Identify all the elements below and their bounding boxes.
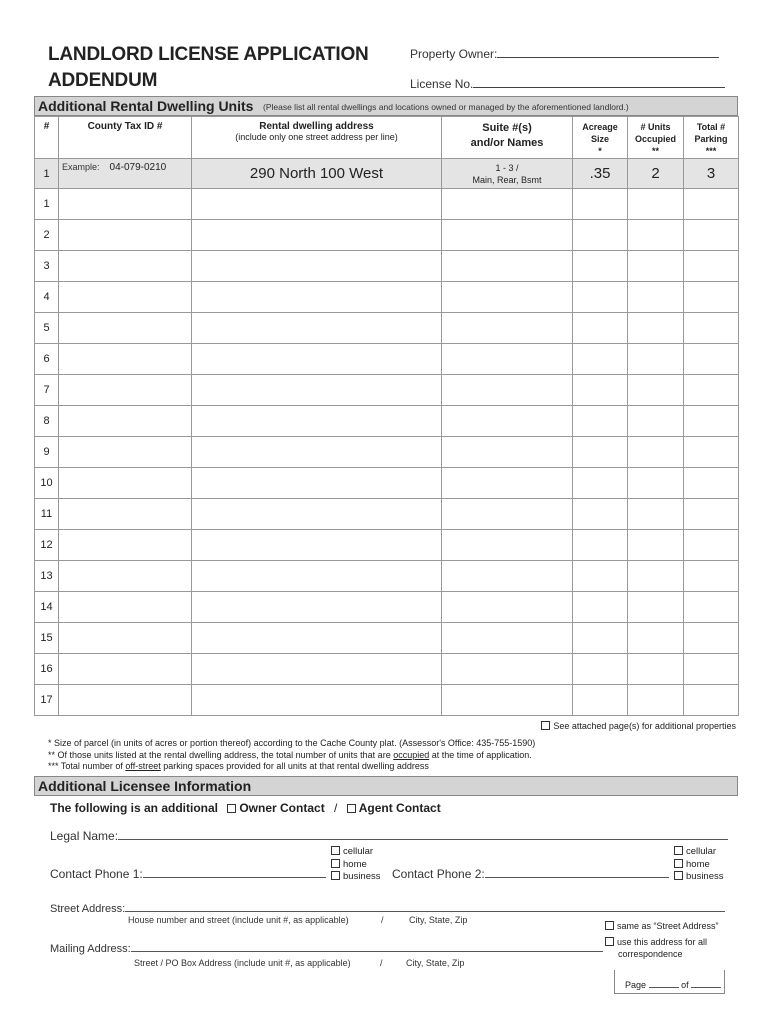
- parking-cell[interactable]: [684, 313, 739, 344]
- suite-cell[interactable]: [442, 437, 573, 468]
- example-tax-cell: [59, 159, 192, 189]
- phone-2-business-label: business: [686, 871, 724, 882]
- units-cell[interactable]: [628, 561, 684, 592]
- parking-cell[interactable]: [684, 685, 739, 716]
- title-line-1: LANDLORD LICENSE APPLICATION: [48, 44, 369, 65]
- units-section-bar: [34, 96, 738, 116]
- table-row: [35, 344, 739, 375]
- suite-cell[interactable]: [442, 499, 573, 530]
- phone-1-cellular-checkbox[interactable]: [331, 846, 340, 855]
- units-cell[interactable]: [628, 344, 684, 375]
- table-row: [35, 654, 739, 685]
- table-row: [35, 189, 739, 220]
- owner-contact-label: Owner Contact: [239, 801, 325, 815]
- table-row: [35, 685, 739, 716]
- suite-cell[interactable]: [442, 344, 573, 375]
- suite-cell[interactable]: [442, 313, 573, 344]
- footnote-units-b: at the time of application.: [429, 749, 532, 760]
- suite-cell[interactable]: [442, 561, 573, 592]
- suite-cell[interactable]: [442, 251, 573, 282]
- address-cell[interactable]: [192, 468, 442, 499]
- phone-1-business-label: business: [343, 871, 381, 882]
- col-header-acreage-line1: Acreage: [582, 122, 618, 132]
- tax-id-cell[interactable]: [59, 251, 192, 282]
- contact-phone-1-label: Contact Phone 1:: [50, 867, 143, 881]
- example-label: Example:: [62, 162, 100, 172]
- property-owner-line[interactable]: [497, 46, 719, 58]
- address-cell[interactable]: [192, 499, 442, 530]
- example-suite-cell: [442, 159, 573, 189]
- units-cell[interactable]: [628, 654, 684, 685]
- row-number: 15: [35, 623, 59, 654]
- acreage-cell[interactable]: [573, 437, 628, 468]
- example-parking-cell: [684, 159, 739, 189]
- page-of-label: of: [681, 980, 689, 990]
- suite-cell[interactable]: [442, 220, 573, 251]
- tax-id-cell[interactable]: [59, 468, 192, 499]
- phone-2-home-option[interactable]: [674, 859, 724, 872]
- agent-contact-option[interactable]: [347, 801, 441, 815]
- property-owner-label: Property Owner:: [410, 47, 498, 61]
- acreage-cell[interactable]: [573, 406, 628, 437]
- page-label: Page: [625, 980, 647, 990]
- example-address: 290 North 100 West: [249, 165, 384, 182]
- see-attached-checkbox[interactable]: [541, 721, 550, 730]
- see-attached-label: See attached page(s) for additional properties: [553, 721, 736, 731]
- row-number: 10: [35, 468, 59, 499]
- acreage-cell[interactable]: [573, 561, 628, 592]
- same-as-street-checkbox[interactable]: [605, 921, 614, 930]
- legal-name-label: Legal Name:: [50, 829, 119, 843]
- parking-cell[interactable]: [684, 561, 739, 592]
- acreage-cell[interactable]: [573, 220, 628, 251]
- agent-contact-checkbox[interactable]: [347, 804, 356, 813]
- phone-1-cellular-option[interactable]: [331, 846, 381, 859]
- phone-1-home-label: home: [343, 858, 367, 870]
- address-cell[interactable]: [192, 189, 442, 220]
- page-total-line[interactable]: [691, 979, 721, 988]
- units-cell[interactable]: [628, 499, 684, 530]
- parking-cell[interactable]: [684, 344, 739, 375]
- table-row: [35, 375, 739, 406]
- row-number: 17: [35, 685, 59, 716]
- example-acreage-cell: [573, 159, 628, 189]
- footnote-parking-b: parking spaces provided for all units at that rental dwelling address: [160, 761, 429, 771]
- col-header-suite: [442, 117, 573, 159]
- units-cell[interactable]: [628, 282, 684, 313]
- parking-cell[interactable]: [684, 499, 739, 530]
- contact-phone-2-line[interactable]: [485, 866, 669, 878]
- tax-id-cell[interactable]: [59, 499, 192, 530]
- units-cell[interactable]: [628, 251, 684, 282]
- col-header-units: [628, 117, 684, 159]
- licensee-section-bar: [34, 776, 738, 796]
- col-header-parking: [684, 117, 739, 159]
- example-acreage: .35: [589, 165, 611, 182]
- following-label: The following is an additional: [50, 801, 218, 815]
- units-cell[interactable]: [628, 623, 684, 654]
- table-header-row: [35, 117, 739, 159]
- suite-cell[interactable]: [442, 282, 573, 313]
- license-no-field[interactable]: [410, 76, 725, 91]
- legal-name-line[interactable]: [118, 828, 728, 840]
- owner-contact-checkbox[interactable]: [227, 804, 236, 813]
- parking-cell[interactable]: [684, 406, 739, 437]
- example-tax-id: 04-079-0210: [109, 162, 167, 173]
- suite-cell[interactable]: [442, 406, 573, 437]
- col-header-acreage-line3: *: [598, 146, 602, 156]
- address-cell[interactable]: [192, 623, 442, 654]
- row-number: 4: [35, 282, 59, 313]
- acreage-cell[interactable]: [573, 282, 628, 313]
- address-cell[interactable]: [192, 654, 442, 685]
- units-cell[interactable]: [628, 220, 684, 251]
- row-number: 14: [35, 592, 59, 623]
- suite-cell[interactable]: [442, 685, 573, 716]
- parking-cell[interactable]: [684, 375, 739, 406]
- acreage-cell[interactable]: [573, 344, 628, 375]
- example-suite-line1: 1 - 3 /: [495, 163, 519, 173]
- row-number: 5: [35, 313, 59, 344]
- license-no-label: License No.: [410, 77, 474, 91]
- parking-cell[interactable]: [684, 437, 739, 468]
- mailing-sub-city: City, State, Zip: [406, 958, 465, 968]
- col-header-suite-line2: and/or Names: [470, 137, 544, 149]
- row-number: 7: [35, 375, 59, 406]
- table-row: [35, 592, 739, 623]
- suite-cell[interactable]: [442, 530, 573, 561]
- row-number: 13: [35, 561, 59, 592]
- parking-cell[interactable]: [684, 189, 739, 220]
- parking-cell[interactable]: [684, 530, 739, 561]
- row-number: 2: [35, 220, 59, 251]
- table-row: [35, 313, 739, 344]
- units-cell[interactable]: [628, 468, 684, 499]
- table-row: [35, 499, 739, 530]
- phone-1-types: [331, 846, 381, 884]
- example-num: 1: [35, 159, 59, 189]
- col-header-acreage-line2: Size: [590, 134, 609, 144]
- street-address-field[interactable]: [50, 902, 725, 915]
- agent-contact-label: Agent Contact: [358, 801, 441, 815]
- row-number: 11: [35, 499, 59, 530]
- tax-id-cell[interactable]: [59, 282, 192, 313]
- units-cell[interactable]: [628, 685, 684, 716]
- tax-id-cell[interactable]: [59, 344, 192, 375]
- mailing-sub-separator: /: [380, 958, 383, 968]
- col-header-tax-id: County Tax ID #: [59, 117, 192, 159]
- phone-2-cellular-option[interactable]: [674, 846, 724, 859]
- mailing-address-line[interactable]: [131, 942, 603, 952]
- phone-2-types: [674, 846, 724, 884]
- address-cell[interactable]: [192, 530, 442, 561]
- licensee-section-title: Additional Licensee Information: [38, 778, 252, 794]
- tax-id-cell[interactable]: [59, 189, 192, 220]
- tax-id-cell[interactable]: [59, 685, 192, 716]
- address-cell[interactable]: [192, 282, 442, 313]
- tax-id-cell[interactable]: [59, 220, 192, 251]
- form-title: [48, 42, 369, 94]
- street-sub-separator: /: [381, 915, 384, 925]
- footnote-units-a: ** Of those units listed at the rental dwelling address, the total number of units that are: [48, 749, 394, 760]
- table-row: [35, 468, 739, 499]
- parking-cell[interactable]: [684, 282, 739, 313]
- col-header-units-line3: **: [651, 146, 659, 156]
- phone-1-home-option[interactable]: [331, 859, 381, 872]
- tax-id-cell[interactable]: [59, 437, 192, 468]
- units-cell[interactable]: [628, 592, 684, 623]
- acreage-cell[interactable]: [573, 499, 628, 530]
- example-address-cell: [192, 159, 442, 189]
- tax-id-cell[interactable]: [59, 561, 192, 592]
- rental-units-table: [34, 116, 739, 716]
- suite-cell[interactable]: [442, 468, 573, 499]
- see-attached-option[interactable]: [541, 721, 736, 731]
- example-units-cell: [628, 159, 684, 189]
- row-number: 1: [35, 189, 59, 220]
- same-as-street-label: same as “Street Address”: [617, 921, 719, 931]
- col-header-parking-line1: Total #: [696, 122, 726, 132]
- contact-phone-2-field[interactable]: [392, 866, 669, 881]
- acreage-cell[interactable]: [573, 468, 628, 499]
- mailing-sub-street: Street / PO Box Address (include unit #, as applicable): [134, 958, 351, 968]
- acreage-cell[interactable]: [573, 592, 628, 623]
- parking-cell[interactable]: [684, 654, 739, 685]
- footnote-parking: [48, 761, 535, 773]
- property-owner-field[interactable]: [410, 46, 719, 61]
- example-suite-line2: Main, Rear, Bsmt: [472, 175, 542, 185]
- example-row: [35, 159, 739, 189]
- phone-1-business-checkbox[interactable]: [331, 871, 340, 880]
- tax-id-cell[interactable]: [59, 623, 192, 654]
- phone-1-business-option[interactable]: [331, 871, 381, 884]
- units-cell[interactable]: [628, 375, 684, 406]
- col-header-num: #: [35, 117, 59, 159]
- footnotes: [48, 738, 535, 773]
- phone-1-home-checkbox[interactable]: [331, 859, 340, 868]
- col-header-parking-line2: Parking: [694, 134, 728, 144]
- mailing-address-label: Mailing Address:: [50, 943, 131, 955]
- phone-1-cellular-label: cellular: [343, 846, 374, 857]
- address-cell[interactable]: [192, 592, 442, 623]
- address-cell[interactable]: [192, 220, 442, 251]
- parking-cell[interactable]: [684, 220, 739, 251]
- row-number: 16: [35, 654, 59, 685]
- col-header-address: [192, 117, 442, 159]
- street-address-line[interactable]: [125, 902, 725, 912]
- address-cell[interactable]: [192, 375, 442, 406]
- table-row: [35, 623, 739, 654]
- use-this-address-label-1: use this address for all: [617, 937, 708, 947]
- acreage-cell[interactable]: [573, 251, 628, 282]
- table-row: [35, 437, 739, 468]
- footnote-units-u: occupied: [393, 749, 430, 760]
- example-units: 2: [651, 165, 660, 182]
- street-address-label: Street Address:: [50, 903, 126, 915]
- suite-cell[interactable]: [442, 654, 573, 685]
- use-this-address-label-2: correspondence: [618, 949, 683, 959]
- suite-cell[interactable]: [442, 623, 573, 654]
- use-this-address-checkbox[interactable]: [605, 937, 614, 946]
- acreage-cell[interactable]: [573, 375, 628, 406]
- units-cell[interactable]: [628, 437, 684, 468]
- tax-id-cell[interactable]: [59, 313, 192, 344]
- tax-id-cell[interactable]: [59, 654, 192, 685]
- owner-contact-option[interactable]: [227, 801, 324, 815]
- tax-id-cell[interactable]: [59, 592, 192, 623]
- acreage-cell[interactable]: [573, 623, 628, 654]
- units-section-note: (Please list all rental dwellings and locations owned or managed by the aforementioned landlord.): [263, 102, 629, 112]
- phone-2-home-label: home: [686, 858, 710, 870]
- phone-2-home-checkbox[interactable]: [674, 859, 683, 868]
- acreage-cell[interactable]: [573, 530, 628, 561]
- example-parking: 3: [706, 165, 716, 182]
- tax-id-cell[interactable]: [59, 406, 192, 437]
- col-header-address-sub: (include only one street address per line): [235, 132, 398, 142]
- tax-id-cell[interactable]: [59, 375, 192, 406]
- street-sub-city: City, State, Zip: [409, 915, 468, 925]
- title-line-2: ADDENDUM: [48, 70, 158, 91]
- address-cell[interactable]: [192, 437, 442, 468]
- parking-cell[interactable]: [684, 592, 739, 623]
- table-row: [35, 406, 739, 437]
- parking-cell[interactable]: [684, 251, 739, 282]
- table-row: [35, 251, 739, 282]
- phone-2-business-checkbox[interactable]: [674, 871, 683, 880]
- row-number: 12: [35, 530, 59, 561]
- parking-cell[interactable]: [684, 468, 739, 499]
- address-cell[interactable]: [192, 251, 442, 282]
- unit-rows: [35, 189, 739, 716]
- example-suite: [442, 159, 572, 186]
- row-number: 3: [35, 251, 59, 282]
- phone-2-business-option[interactable]: [674, 871, 724, 884]
- phone-2-cellular-label: cellular: [686, 846, 717, 857]
- address-cell[interactable]: [192, 313, 442, 344]
- contact-phone-2-label: Contact Phone 2:: [392, 867, 485, 881]
- units-section-title: Additional Rental Dwelling Units: [38, 98, 254, 114]
- parking-cell[interactable]: [684, 623, 739, 654]
- units-cell[interactable]: [628, 406, 684, 437]
- table-row: [35, 561, 739, 592]
- contact-separator: /: [334, 801, 338, 815]
- table-row: [35, 220, 739, 251]
- acreage-cell[interactable]: [573, 189, 628, 220]
- address-cell[interactable]: [192, 685, 442, 716]
- page-number-box: [614, 970, 725, 994]
- table-row: [35, 530, 739, 561]
- footnote-parking-a: *** Total number of: [48, 761, 126, 771]
- col-header-units-line2: Occupied: [634, 134, 676, 144]
- footnote-parking-u: off-street: [125, 761, 161, 771]
- acreage-cell[interactable]: [573, 685, 628, 716]
- license-no-line[interactable]: [473, 76, 725, 88]
- contact-phone-1-field[interactable]: [50, 866, 326, 881]
- address-cell[interactable]: [192, 344, 442, 375]
- acreage-cell[interactable]: [573, 313, 628, 344]
- footnote-acreage: * Size of parcel (in units of acres or portion thereof) according to the Cache County plat. (Assessor's Office: 435-755-1590): [48, 738, 536, 748]
- row-number: 6: [35, 344, 59, 375]
- page-number-line[interactable]: [649, 979, 679, 988]
- row-number: 9: [35, 437, 59, 468]
- col-header-acreage: [573, 117, 628, 159]
- units-cell[interactable]: [628, 313, 684, 344]
- suite-cell[interactable]: [442, 592, 573, 623]
- legal-name-field[interactable]: [50, 828, 728, 843]
- suite-cell[interactable]: [442, 189, 573, 220]
- units-cell[interactable]: [628, 530, 684, 561]
- col-header-parking-line3: ***: [705, 146, 717, 156]
- phone-2-cellular-checkbox[interactable]: [674, 846, 683, 855]
- acreage-cell[interactable]: [573, 654, 628, 685]
- units-cell[interactable]: [628, 189, 684, 220]
- mailing-address-field[interactable]: [50, 942, 603, 955]
- same-as-street-option[interactable]: [605, 920, 719, 932]
- suite-cell[interactable]: [442, 375, 573, 406]
- table-row: [35, 282, 739, 313]
- tax-id-cell[interactable]: [59, 530, 192, 561]
- address-cell[interactable]: [192, 561, 442, 592]
- col-header-suite-line1: Suite #(s): [482, 122, 532, 134]
- use-this-address-option[interactable]: [605, 936, 735, 960]
- col-header-address-title: Rental dwelling address: [259, 121, 374, 132]
- row-number: 8: [35, 406, 59, 437]
- contact-phone-1-line[interactable]: [143, 866, 326, 878]
- contact-type-row: [50, 801, 441, 815]
- street-sub-house: House number and street (include unit #, as applicable): [128, 915, 349, 925]
- footnote-units: [48, 750, 535, 762]
- col-header-units-line1: # Units: [640, 122, 671, 132]
- address-cell[interactable]: [192, 406, 442, 437]
